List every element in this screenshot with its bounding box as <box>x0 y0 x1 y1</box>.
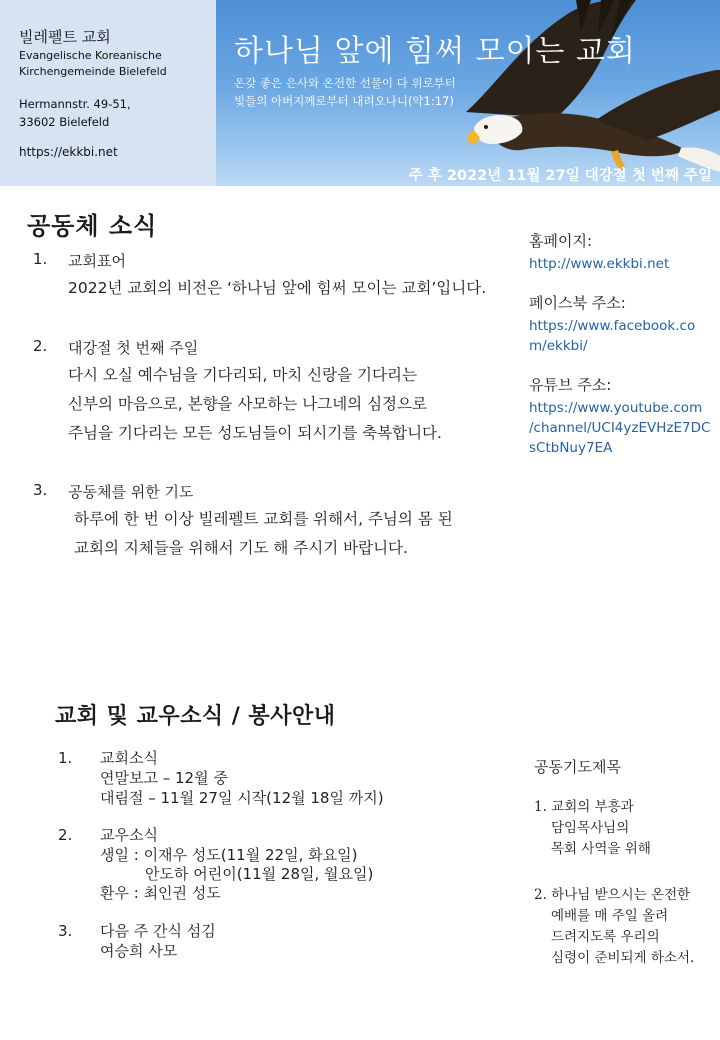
item-text: 다시 오실 예수님을 기다리되, 마치 신랑을 기다리는 <box>68 366 417 384</box>
church-news-title: 교회 및 교우소식 / 봉사안내 <box>55 704 336 729</box>
item-number: 3. <box>33 481 48 499</box>
verse-line2: 빛들의 아버지께로부터 내려오나니(약1:17) <box>234 94 454 108</box>
homepage-link[interactable]: http://www.ekkbi.net <box>529 256 670 272</box>
prayer-item: 담임목사님의 <box>551 820 630 836</box>
item-heading: 대강절 첫 번째 주일 <box>68 339 199 357</box>
item-heading: 교회소식 <box>100 749 158 767</box>
item-text: 환우 : 최인권 성도 <box>100 884 221 902</box>
church-address <box>19 95 131 131</box>
prayer-item: 심령이 준비되게 하소서. <box>551 950 695 966</box>
homepage-label: 홈페이지: <box>529 232 593 250</box>
youtube-link[interactable] <box>529 398 714 458</box>
item-heading: 교회표어 <box>68 252 126 270</box>
links-panel <box>529 230 714 458</box>
youtube-link-line1[interactable]: https://www.youtube.com <box>529 400 703 416</box>
item-text: 2022년 교회의 비전은 ‘하나님 앞에 힘써 모이는 교회’입니다. <box>68 279 487 297</box>
item-text: 교회의 지체들을 위해서 기도 해 주시기 바랍니다. <box>74 539 408 557</box>
item-text: 생일 : 이재우 성도(11월 22일, 화요일) <box>100 846 358 864</box>
prayer-item: 2. 하나님 받으시는 온전한 <box>534 887 691 903</box>
item-number: 2. <box>33 337 48 355</box>
item-number: 2. <box>58 826 73 844</box>
youtube-label: 유튜브 주소: <box>529 376 612 394</box>
item-heading: 교우소식 <box>100 826 158 844</box>
facebook-link-line1[interactable]: https://www.facebook.co <box>529 318 696 334</box>
church-name-german-line1: Evangelische Koreanische <box>19 49 162 62</box>
item-text: 하루에 한 번 이상 빌레펠트 교회를 위해서, 주님의 몸 된 <box>74 510 453 528</box>
church-info-panel <box>0 0 216 186</box>
address-line2: 33602 Bielefeld <box>19 115 110 129</box>
item-text: 대림절 – 11월 27일 시작(12월 18일 까지) <box>100 789 384 807</box>
item-number: 1. <box>58 749 73 767</box>
youtube-link-line2[interactable]: /channel/UCI4yzEVHzE7DC <box>529 420 711 436</box>
facebook-label: 페이스북 주소: <box>529 294 626 312</box>
header-banner <box>216 0 720 186</box>
youtube-link-line3[interactable]: sCtbNuy7EA <box>529 440 613 456</box>
item-number: 3. <box>58 922 73 940</box>
verse-line1: 온갖 좋은 은사와 온전한 선물이 다 위로부터 <box>234 76 456 90</box>
item-text: 신부의 마음으로, 본향을 사모하는 나그네의 심정으로 <box>68 395 427 413</box>
address-line1: Hermannstr. 49-51, <box>19 97 131 111</box>
prayer-item: 목회 사역을 위해 <box>551 841 651 857</box>
church-motto: 하나님 앞에 힘써 모이는 교회 <box>234 34 636 69</box>
item-number: 1. <box>33 250 48 268</box>
service-date: 주 후 2022년 11월 27일 대강절 첫 번째 주일 <box>408 168 712 184</box>
facebook-link[interactable] <box>529 316 714 356</box>
church-name-german-line2: Kirchengemeinde Bielefeld <box>19 65 167 78</box>
prayer-item: 드려지도록 우리의 <box>551 929 660 945</box>
facebook-link-line2[interactable]: m/ekkbi/ <box>529 338 588 354</box>
church-name-german <box>19 48 167 80</box>
community-news-title: 공동체 소식 <box>27 212 158 240</box>
item-text: 주님을 기다리는 모든 성도님들이 되시기를 축복합니다. <box>68 424 442 442</box>
item-text: 안도하 어린이(11월 28일, 월요일) <box>145 865 374 883</box>
church-website[interactable]: https://ekkbi.net <box>19 145 118 159</box>
item-heading: 다음 주 간식 섬김 <box>100 922 216 940</box>
item-text: 연말보고 – 12월 중 <box>100 769 228 787</box>
church-name: 빌레펠트 교회 <box>19 28 111 46</box>
bible-verse <box>234 74 456 110</box>
prayer-topics-title: 공동기도제목 <box>534 758 621 776</box>
item-heading: 공동체를 위한 기도 <box>68 483 194 501</box>
prayer-item: 예배를 매 주일 올려 <box>551 908 669 924</box>
item-text: 여승희 사모 <box>100 942 178 960</box>
prayer-item: 1. 교회의 부흥과 <box>534 799 634 815</box>
